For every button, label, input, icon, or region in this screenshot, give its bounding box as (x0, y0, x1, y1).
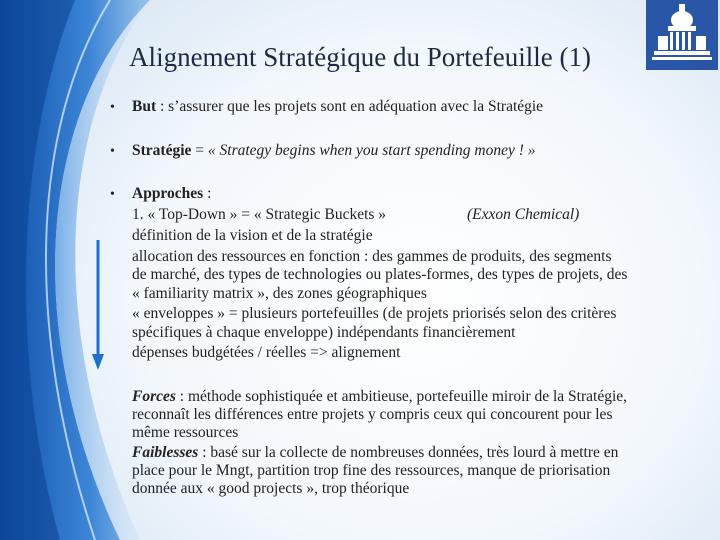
page-title: Alignement Stratégique du Portefeuille (1) (129, 42, 591, 72)
down-arrow-icon (92, 240, 104, 370)
faiblesses-label: Faiblesses (132, 444, 199, 461)
forces-line-0 (132, 388, 627, 406)
approches-colon: : (203, 185, 212, 202)
approches-item1-a: 1. « Top-Down » = « Strategic Buckets » (132, 206, 387, 223)
approches-label: Approches (132, 185, 204, 202)
forces-line-1: reconnaît les différences entre projets y compris ceux qui concourent pour les (132, 406, 613, 423)
strategie-eq: = (191, 142, 208, 159)
strategie-label: Stratégie (132, 142, 192, 159)
strategie-line (132, 142, 536, 160)
approches-item1-b: (Exxon Chemical) (467, 206, 580, 223)
approches-line-2: de marché, des types de technologies ou plates-formes, des types de projets, des (132, 266, 628, 283)
bullet-but: • (110, 100, 115, 115)
approches-line-1: allocation des ressources en fonction : des gammes de produits, des segments (132, 248, 612, 265)
forces-line-2: même ressources (132, 424, 239, 441)
approches-line-0: définition de la vision et de la stratégie (132, 227, 373, 244)
strategie-quote: « Strategy begins when you start spending money ! » (207, 142, 536, 159)
bullet-strategie: • (110, 144, 115, 159)
approches-line-5: spécifiques à chaque enveloppe) indépendants financièrement (132, 324, 516, 341)
approches-item1 (132, 206, 580, 224)
but-text: : s’assurer que les projets sont en adéquation avec la Stratégie (156, 98, 544, 115)
approches-line-6: dépenses budgétées / réelles => alignement (132, 344, 401, 361)
forces-text-0: : méthode sophistiquée et ambitieuse, portefeuille miroir de la Stratégie, (175, 388, 628, 405)
approches-line-3: « familiarity matrix », des zones géographiques (132, 285, 427, 302)
but-label: But (132, 98, 157, 115)
approches-line-4: « enveloppes » = plusieurs portefeuilles (de projets priorisés selon des critères (132, 305, 617, 322)
bullet-approches: • (110, 187, 115, 202)
forces-label: Forces (132, 388, 176, 405)
faiblesses-line-1: place pour le Mngt, partition trop fine des ressources, manque de priorisation (132, 462, 611, 479)
approches-line (132, 185, 211, 203)
faiblesses-line-2: donnée aux « good projects », trop théorique (132, 480, 410, 497)
but-line (132, 98, 543, 116)
faiblesses-line-0 (132, 444, 618, 462)
faiblesses-text-0: : basé sur la collecte de nombreuses données, très lourd à mettre en (198, 444, 619, 461)
